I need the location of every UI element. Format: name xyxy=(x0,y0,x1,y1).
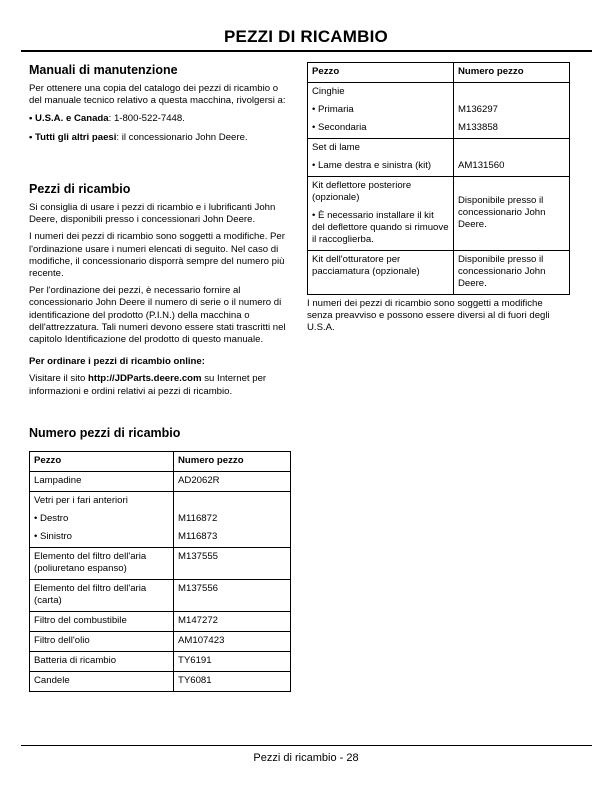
part-number-cell xyxy=(454,177,570,251)
online-paragraph xyxy=(29,373,291,397)
table-row xyxy=(30,492,291,548)
right-parts-table xyxy=(307,62,570,295)
contact-other xyxy=(29,132,291,144)
right-table-body xyxy=(308,83,570,295)
contact-usa-label: • U.S.A. e Canada xyxy=(29,113,109,125)
online-heading: Per ordinare i pezzi di ricambio online: xyxy=(29,356,205,368)
part-cell xyxy=(308,251,454,295)
part-number: M136297 xyxy=(458,104,499,115)
part-name: • Destro xyxy=(34,513,69,524)
column-header-number: Numero pezzo xyxy=(174,452,291,472)
online-text-pre: Visitare il sito xyxy=(29,373,89,385)
table-row xyxy=(30,652,291,672)
part-name: Kit deflettore posteriore (opzionale) xyxy=(312,180,412,203)
table-row xyxy=(30,580,291,612)
contact-other-label: • Tutti gli altri paesi xyxy=(29,131,117,143)
part-number-cell xyxy=(174,492,291,548)
table-row xyxy=(308,83,570,139)
part-name: • Lame destra e sinistra (kit) xyxy=(312,160,432,171)
column-header-part: Pezzo xyxy=(30,452,174,472)
part-number-cell xyxy=(174,652,291,672)
part-name: Filtro dell'olio xyxy=(34,635,90,646)
part-number-cell xyxy=(454,139,570,177)
table-row xyxy=(30,548,291,580)
column-header-part: Pezzo xyxy=(308,63,454,83)
table-row xyxy=(308,139,570,177)
part-name: • Sinistro xyxy=(34,531,73,542)
part-number: TY6081 xyxy=(178,675,212,686)
online-text-post: su Internet per informazioni e ordini relativi ai pezzi di ricambio. xyxy=(29,373,267,397)
part-cell xyxy=(30,652,174,672)
part-number: M137556 xyxy=(178,583,219,594)
numeri-section xyxy=(29,425,291,692)
part-cell xyxy=(30,472,174,492)
page-number: Pezzi di ricambio - 28 xyxy=(253,752,359,764)
part-name: Batteria di ricambio xyxy=(34,655,117,666)
parts-change-note: I numeri dei pezzi di ricambio sono soggetti a modifiche senza preavviso e possono essere diversi al di fuori degli U.S.A. xyxy=(307,298,550,334)
part-number: AM131560 xyxy=(458,160,505,171)
part-name: Elemento del filtro dell'aria (poliuretano espanso) xyxy=(34,551,147,574)
part-number: AM107423 xyxy=(178,635,225,646)
numeri-heading: Numero pezzi di ricambio xyxy=(29,426,181,440)
part-number xyxy=(458,86,565,98)
part-name: Kit dell'otturatore per pacciamatura (opzionale) xyxy=(312,254,420,277)
part-number: M133858 xyxy=(458,122,499,133)
part-cell xyxy=(30,612,174,632)
table-row xyxy=(308,177,570,251)
pezzi-paragraph-3: Per l'ordinazione dei pezzi, è necessario fornire al concessionario John Deere il numero di serie o il numero di identificazione del prodotto (P.I.N.) della macchina o dell'attrezzatura. Tali numeri devono essere stati trascritti nel capitolo Identificazione del prodotto di questo manuale. xyxy=(29,285,286,346)
part-cell xyxy=(30,492,174,548)
manuali-intro: Per ottenere una copia del catalogo dei pezzi di ricambio o del manuale tecnico relativo a questa macchina, rivolgersi a: xyxy=(29,83,286,107)
part-name: Set di lame xyxy=(312,142,360,153)
part-number: M116873 xyxy=(178,531,218,542)
part-number xyxy=(458,142,565,154)
table-row xyxy=(30,632,291,652)
jdparts-link[interactable]: http://JDParts.deere.com xyxy=(88,373,202,385)
table-header-row xyxy=(308,63,570,83)
part-name: Elemento del filtro dell'aria (carta) xyxy=(34,583,147,606)
part-number-cell xyxy=(174,580,291,612)
part-number: M137555 xyxy=(178,551,219,562)
part-cell xyxy=(308,177,454,251)
part-number-cell xyxy=(174,612,291,632)
left-table-body xyxy=(30,472,291,692)
pezzi-paragraph-1: Si consiglia di usare i pezzi di ricambio e i lubrificanti John Deere, disponibili presso i concessionari John Deere. xyxy=(29,202,276,226)
column-header-number: Numero pezzo xyxy=(454,63,570,83)
table-row xyxy=(308,251,570,295)
part-name: • Secondaria xyxy=(312,122,367,133)
part-name: Lampadine xyxy=(34,475,82,486)
footer-divider xyxy=(21,745,592,746)
contact-usa xyxy=(29,113,291,125)
table-row xyxy=(30,472,291,492)
table-row xyxy=(30,672,291,692)
part-number: Disponibile presso il concessionario John Deere. xyxy=(458,254,546,289)
contact-usa-text: : 1-800-522-7448. xyxy=(108,113,185,125)
header-divider xyxy=(21,50,592,52)
part-number: Disponibile presso il concessionario John Deere. xyxy=(458,195,546,230)
part-cell xyxy=(308,83,454,139)
part-name: Candele xyxy=(34,675,70,686)
part-number-cell xyxy=(454,251,570,295)
part-name: Cinghie xyxy=(312,86,345,97)
part-name: • È necessario installare il kit del deflettore quando si rimuove il raccoglierba. xyxy=(312,210,449,245)
part-name: Filtro del combustibile xyxy=(34,615,127,626)
manuali-heading: Manuali di manutenzione xyxy=(29,63,178,77)
manuali-section xyxy=(29,62,291,144)
pezzi-section xyxy=(29,181,291,398)
part-number: TY6191 xyxy=(178,655,212,666)
part-number: AD2062R xyxy=(178,475,220,486)
part-number-cell xyxy=(174,472,291,492)
right-parts-section xyxy=(307,62,570,335)
part-number-cell xyxy=(454,83,570,139)
part-number-cell xyxy=(174,632,291,652)
part-cell xyxy=(308,139,454,177)
pezzi-heading: Pezzi di ricambio xyxy=(29,182,131,196)
part-number: M147272 xyxy=(178,615,219,626)
part-name: • Primaria xyxy=(312,104,354,115)
part-cell xyxy=(30,672,174,692)
part-number-cell xyxy=(174,548,291,580)
contact-other-text: : il concessionario John Deere. xyxy=(116,131,248,143)
left-parts-table xyxy=(29,451,291,692)
part-cell xyxy=(30,548,174,580)
pezzi-paragraph-2: I numeri dei pezzi di ricambio sono soggetti a modifiche. Per l'ordinazione usare i numeri elencati di seguito. Nel caso di modifiche, il concessionario disporrà sempre del numero più recente. xyxy=(29,231,285,280)
table-header-row xyxy=(30,452,291,472)
part-number xyxy=(178,495,286,507)
part-cell xyxy=(30,632,174,652)
part-name: Vetri per i fari anteriori xyxy=(34,495,128,506)
part-number-cell xyxy=(174,672,291,692)
part-number: M116872 xyxy=(178,513,218,524)
page-title: PEZZI DI RICAMBIO xyxy=(224,27,388,46)
part-cell xyxy=(30,580,174,612)
table-row xyxy=(30,612,291,632)
